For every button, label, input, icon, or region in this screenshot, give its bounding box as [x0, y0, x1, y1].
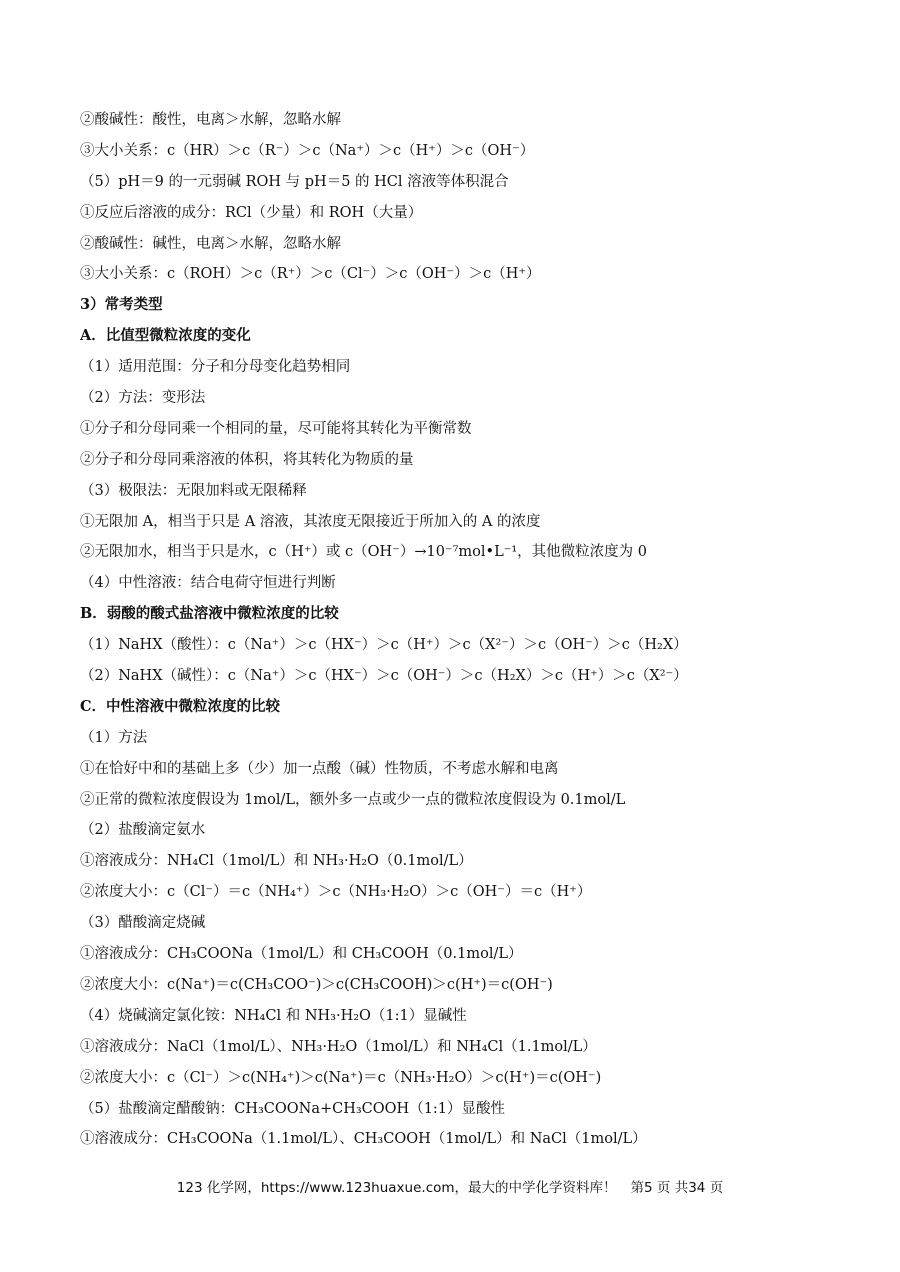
text-line: ②浓度大小：c（Cl⁻）＝c（NH₄⁺）＞c（NH₃·H₂O）＞c（OH⁻）＝c（H⁺） [80, 884, 592, 901]
text-line: （3）极限法：无限加料或无限稀释 [80, 482, 307, 499]
text-line: （5）pH＝9 的一元弱碱 ROH 与 pH＝5 的 HCl 溶液等体积混合 [80, 173, 509, 190]
section-heading: B．弱酸的酸式盐溶液中微粒浓度的比较 [80, 605, 339, 623]
text-line: ③大小关系：c（ROH）＞c（R⁺）＞c（Cl⁻）＞c（OH⁻）＞c（H⁺） [80, 266, 541, 283]
text-line: （2）盐酸滴定氨水 [80, 822, 206, 839]
text-line: ②无限加水，相当于只是水，c（H⁺）或 c（OH⁻）→10⁻⁷mol•L⁻¹，其他微粒浓度为 0 [80, 544, 647, 561]
text-line: ①溶液成分：NaCl（1mol/L）、NH₃·H₂O（1mol/L）和 NH₄Cl（1.1mol/L） [80, 1038, 597, 1055]
text-line: ①在恰好中和的基础上多（少）加一点酸（碱）性物质，不考虑水解和电离 [80, 760, 559, 777]
document-body [80, 105, 840, 1155]
section-heading: 3）常考类型 [80, 296, 163, 314]
text-line: （4）烧碱滴定氯化铵：NH₄Cl 和 NH₃·H₂O（1:1）显碱性 [80, 1007, 467, 1024]
text-line: （5）盐酸滴定醋酸钠：CH₃COONa+CH₃COOH（1:1）显酸性 [80, 1100, 506, 1117]
text-line: （4）中性溶液：结合电荷守恒进行判断 [80, 575, 336, 592]
section-heading: C．中性溶液中微粒浓度的比较 [80, 697, 281, 715]
text-line: ②正常的微粒浓度假设为 1mol/L，额外多一点或少一点的微粒浓度假设为 0.1mol/L [80, 791, 626, 808]
text-line: ②酸碱性：酸性，电离＞水解，忽略水解 [80, 112, 341, 128]
text-line: （2）方法：变形法 [80, 390, 206, 407]
text-line: （1）适用范围：分子和分母变化趋势相同 [80, 359, 351, 376]
text-line: ①分子和分母同乘一个相同的量，尽可能将其转化为平衡常数 [80, 420, 472, 437]
text-line: ②浓度大小：c(Na⁺)＝c(CH₃COO⁻)＞c(CH₃COOH)＞c(H⁺)＝c(OH⁻) [80, 976, 553, 993]
text-line: ①溶液成分：CH₃COONa（1.1mol/L）、CH₃COOH（1mol/L）和 NaCl（1mol/L） [80, 1131, 647, 1148]
text-line: ③大小关系：c（HR）＞c（R⁻）＞c（Na⁺）＞c（H⁺）＞c（OH⁻） [80, 142, 535, 159]
text-line: ①反应后溶液的成分：RCl（少量）和 ROH（大量） [80, 204, 423, 221]
text-line: ②分子和分母同乘溶液的体积，将其转化为物质的量 [80, 451, 414, 468]
page-footer [0, 1176, 900, 1196]
text-line: （2）NaHX（碱性）：c（Na⁺）＞c（HX⁻）＞c（OH⁻）＞c（H₂X）＞c（H⁺）＞c（X²⁻） [80, 668, 688, 685]
text-line: ②酸碱性：碱性，电离＞水解，忽略水解 [80, 235, 341, 252]
footer-page-number: 第5 页 共34 页 [630, 1180, 724, 1196]
text-line: ①溶液成分：NH₄Cl（1mol/L）和 NH₃·H₂O（0.1mol/L） [80, 853, 473, 870]
text-line: （3）醋酸滴定烧碱 [80, 915, 206, 932]
footer-site-text: 123 化学网，https://www.123huaxue.com，最大的中学化学资料库！ [176, 1180, 617, 1196]
text-line: ①溶液成分：CH₃COONa（1mol/L）和 CH₃COOH（0.1mol/L） [80, 946, 523, 963]
text-line: （1）方法 [80, 729, 148, 746]
text-line: （1）NaHX（酸性）：c（Na⁺）＞c（HX⁻）＞c（H⁺）＞c（X²⁻）＞c（OH⁻）＞c（H₂X） [80, 637, 688, 654]
section-heading: A．比值型微粒浓度的变化 [80, 327, 251, 345]
text-line: ②浓度大小：c（Cl⁻）＞c(NH₄⁺)＞c(Na⁺)＝c（NH₃·H₂O）＞c(H⁺)＝c(OH⁻) [80, 1069, 602, 1086]
text-line: ①无限加 A，相当于只是 A 溶液，其浓度无限接近于所加入的 A 的浓度 [80, 513, 541, 530]
